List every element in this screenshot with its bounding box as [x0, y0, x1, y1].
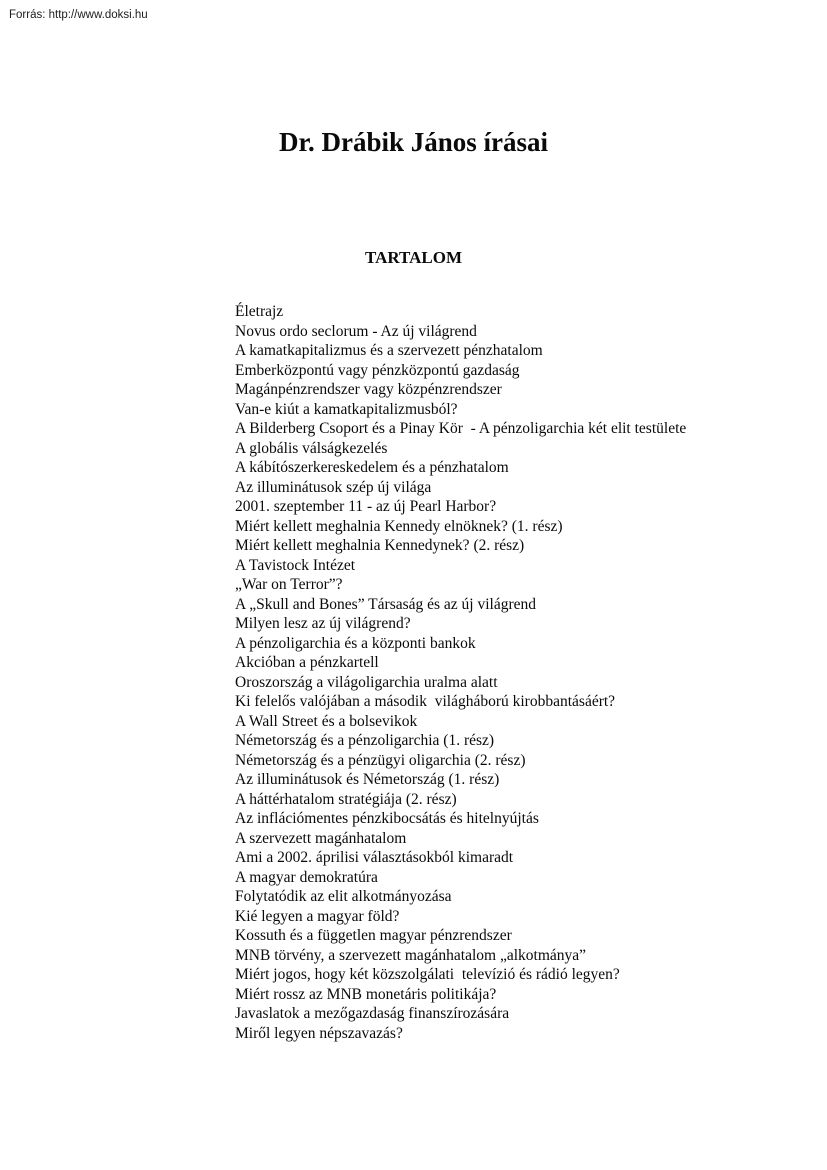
toc-item: Miért kellett meghalnia Kennedynek? (2. rész): [235, 537, 525, 554]
toc-item: Az illuminátusok szép új világa: [235, 478, 432, 496]
toc-item: Novus ordo seclorum - Az új világrend: [235, 322, 477, 340]
toc-item: „War on Terror”?: [235, 576, 343, 593]
toc-item: Miért jogos, hogy két közszolgálati televízió és rádió legyen?: [235, 966, 620, 983]
toc-item: Akcióban a pénzkartell: [235, 654, 379, 671]
toc-item: Ami a 2002. áprilisi választásokból kimaradt: [235, 849, 514, 866]
toc-item: Miért rossz az MNB monetáris politikája?: [235, 985, 497, 1003]
toc-item: Kossuth és a független magyar pénzrendszer: [235, 927, 512, 944]
toc-item: Emberközpontú vagy pénzközpontú gazdaság: [235, 361, 520, 379]
toc-item: A globális válságkezelés: [235, 439, 388, 457]
source-url-header: Forrás: http://www.doksi.hu: [9, 9, 148, 21]
toc-item: 2001. szeptember 11 - az új Pearl Harbor?: [235, 498, 497, 515]
toc-list: [235, 302, 686, 1043]
toc-item: Németország és a pénzügyi oligarchia (2. rész): [235, 751, 526, 769]
toc-item: A Wall Street és a bolsevikok: [235, 712, 418, 730]
toc-item: MNB törvény, a szervezett magánhatalom „alkotmánya”: [235, 946, 587, 964]
toc-item: Életrajz: [235, 303, 284, 320]
toc-item: Milyen lesz az új világrend?: [235, 615, 411, 632]
toc-item: Oroszország a világoligarchia uralma alatt: [235, 673, 498, 691]
toc-item: A Bilderberg Csoport és a Pinay Kör - A pénzoligarchia két elit testülete: [235, 420, 687, 437]
toc-item: A szervezett magánhatalom: [235, 829, 407, 847]
toc-item: A magyar demokratúra: [235, 868, 378, 886]
toc-item: Az inflációmentes pénzkibocsátás és hitelnyújtás: [235, 810, 539, 827]
toc-item: A kamatkapitalizmus és a szervezett pénzhatalom: [235, 342, 543, 359]
document-title: Dr. Drábik János írásai: [278, 127, 549, 157]
toc-item: Miről legyen népszavazás?: [235, 1024, 403, 1042]
toc-item: Van-e kiút a kamatkapitalizmusból?: [235, 400, 458, 418]
toc-item: Folytatódik az elit alkotmányozása: [235, 888, 452, 905]
toc-heading: TARTALOM: [365, 248, 462, 267]
toc-item: Miért kellett meghalnia Kennedy elnöknek? (1. rész): [235, 517, 563, 535]
toc-item: A „Skull and Bones” Társaság és az új világrend: [235, 595, 537, 613]
toc-item: A pénzoligarchia és a központi bankok: [235, 634, 476, 652]
toc-item: A kábítószerkereskedelem és a pénzhatalom: [235, 459, 509, 476]
toc-item: Az illuminátusok és Németország (1. rész): [235, 771, 500, 788]
toc-item: Magánpénzrendszer vagy közpénzrendszer: [235, 381, 502, 398]
toc-item: Javaslatok a mezőgazdaság finanszírozására: [235, 1005, 510, 1022]
toc-item: Németország és a pénzoligarchia (1. rész): [235, 732, 495, 749]
toc-item: A Tavistock Intézet: [235, 556, 356, 574]
toc-item: Kié legyen a magyar föld?: [235, 907, 400, 925]
toc-item: Ki felelős valójában a második világháború kirobbantásáért?: [235, 693, 616, 710]
toc-item: A háttérhatalom stratégiája (2. rész): [235, 790, 457, 808]
